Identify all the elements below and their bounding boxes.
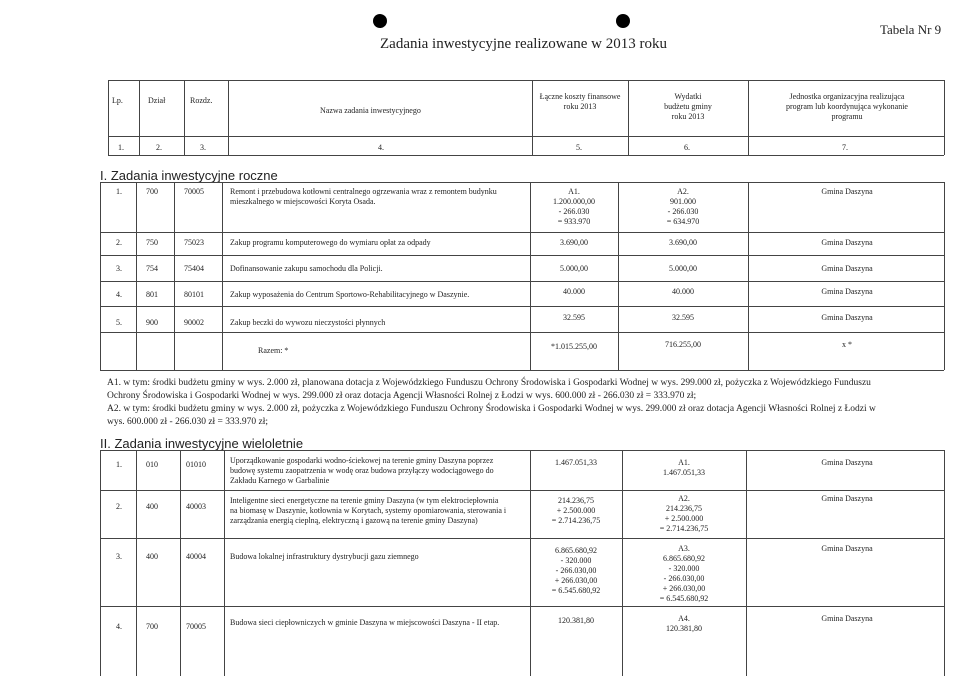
header-col-sep bbox=[228, 80, 229, 155]
cell-koszty: 1.467.051,33 bbox=[555, 458, 597, 467]
col-number: 1. bbox=[118, 143, 124, 152]
header-border-right bbox=[944, 80, 945, 155]
row-divider bbox=[100, 232, 944, 233]
razem-wydatki: 716.255,00 bbox=[665, 340, 701, 349]
col-number: 4. bbox=[378, 143, 384, 152]
col-sep bbox=[622, 450, 623, 676]
cell-lp: 4. bbox=[116, 622, 122, 631]
header-nazwa: Nazwa zadania inwestycyjnego bbox=[320, 106, 421, 115]
registration-dot-right bbox=[616, 14, 630, 28]
header-col-sep bbox=[184, 80, 185, 155]
row-divider bbox=[100, 332, 944, 333]
cell-nazwa: Budowa sieci ciepłowniczych w gminie Daszyna w miejscowości Daszyna - II etap. bbox=[230, 618, 500, 627]
cell-koszty: 32.595 bbox=[563, 313, 585, 322]
cell-koszty: 3.690,00 bbox=[560, 238, 588, 247]
cell-jednostka: Gmina Daszyna bbox=[821, 544, 873, 553]
col-sep bbox=[180, 450, 181, 676]
col-number: 2. bbox=[156, 143, 162, 152]
header-wydatki: Wydatki budżetu gminy roku 2013 bbox=[664, 92, 712, 121]
cell-lp: 4. bbox=[116, 290, 122, 299]
cell-wydatki: A2. 214.236,75 + 2.500.000 = 2.714.236,75 bbox=[659, 494, 709, 533]
col-sep bbox=[748, 182, 749, 370]
cell-koszty: 120.381,80 bbox=[558, 616, 594, 625]
row-divider bbox=[100, 538, 944, 539]
cell-lp: 2. bbox=[116, 238, 122, 247]
razem-jednostka: x * bbox=[842, 340, 852, 349]
header-koszty: Łączne koszty finansowe roku 2013 bbox=[539, 92, 621, 111]
col-sep bbox=[746, 450, 747, 676]
cell-jednostka: Gmina Daszyna bbox=[821, 458, 873, 467]
header-divider bbox=[108, 136, 944, 137]
cell-dzial: 400 bbox=[146, 552, 158, 561]
cell-wydatki: 3.690,00 bbox=[669, 238, 697, 247]
section-2-title: II. Zadania inwestycyjne wieloletnie bbox=[100, 436, 304, 451]
header-col-sep bbox=[139, 80, 140, 155]
cell-dzial: 900 bbox=[146, 318, 158, 327]
cell-jednostka: Gmina Daszyna bbox=[821, 264, 873, 273]
header-border-left bbox=[108, 80, 109, 155]
section-2-border-left bbox=[100, 450, 101, 676]
cell-dzial: 750 bbox=[146, 238, 158, 247]
cell-koszty: 5.000,00 bbox=[560, 264, 588, 273]
row-divider bbox=[100, 306, 944, 307]
header-lp: Lp. bbox=[112, 96, 123, 105]
cell-lp: 3. bbox=[116, 264, 122, 273]
cell-wydatki: A2. 901.000 - 266.030 = 634.970 bbox=[666, 187, 700, 226]
col-number: 3. bbox=[200, 143, 206, 152]
header-numbers-divider bbox=[108, 155, 944, 156]
page-title: Zadania inwestycyjne realizowane w 2013 roku bbox=[380, 36, 667, 52]
cell-rozdz: 80101 bbox=[184, 290, 204, 299]
cell-nazwa: Uporządkowanie gospodarki wodno-ściekowej na terenie gminy Daszyna poprzez budowę systemu zaopatrzenia w wodę oraz budowa przyłączy wodociągowego do Zakładu Karnego w Garbalinie bbox=[230, 456, 494, 485]
cell-lp: 1. bbox=[116, 460, 122, 469]
cell-jednostka: Gmina Daszyna bbox=[821, 287, 873, 296]
section-1-border-right bbox=[944, 182, 945, 370]
section-1-border-bottom bbox=[100, 370, 944, 371]
cell-dzial: 400 bbox=[146, 502, 158, 511]
cell-lp: 5. bbox=[116, 318, 122, 327]
row-divider bbox=[100, 490, 944, 491]
col-sep bbox=[136, 450, 137, 676]
col-sep bbox=[530, 450, 531, 676]
cell-jednostka: Gmina Daszyna bbox=[821, 313, 873, 322]
cell-wydatki: 40.000 bbox=[672, 287, 694, 296]
cell-jednostka: Gmina Daszyna bbox=[821, 494, 873, 503]
col-sep bbox=[174, 182, 175, 370]
header-rozdz: Rozdz. bbox=[190, 96, 213, 105]
section-2-border-top bbox=[100, 450, 944, 451]
col-number: 7. bbox=[842, 143, 848, 152]
footnote-line: A2. w tym: środki budżetu gminy w wys. 2.000 zł, pożyczka z Wojewódzkiego Funduszu Ochrony Środowiska i Gospodarki Wodnej w wys. 299.000 zł oraz dotacja Agencji Własności Rolnej z Łodzi w bbox=[107, 404, 876, 414]
cell-lp: 3. bbox=[116, 552, 122, 561]
section-2-border-right bbox=[944, 450, 945, 676]
cell-koszty: A1. 1.200.000,00 - 266.030 = 933.970 bbox=[553, 187, 595, 226]
razem-koszty: *1.015.255,00 bbox=[551, 342, 597, 351]
col-sep bbox=[618, 182, 619, 370]
cell-dzial: 700 bbox=[146, 622, 158, 631]
header-col-sep bbox=[532, 80, 533, 155]
section-1-border-top bbox=[100, 182, 944, 183]
col-sep bbox=[222, 182, 223, 370]
cell-rozdz: 90002 bbox=[184, 318, 204, 327]
cell-nazwa: Dofinansowanie zakupu samochodu dla Policji. bbox=[230, 264, 383, 273]
section-1-title: I. Zadania inwestycyjne roczne bbox=[100, 168, 278, 183]
footnote-line: wys. 600.000 zł - 266.030 zł = 333.970 zł; bbox=[107, 417, 269, 427]
header-jednostka: Jednostka organizacyjna realizująca program lub koordynująca wykonanie programu bbox=[786, 92, 908, 121]
cell-jednostka: Gmina Daszyna bbox=[821, 187, 873, 196]
section-1-border-left bbox=[100, 182, 101, 370]
cell-dzial: 700 bbox=[146, 187, 158, 196]
cell-nazwa: Zakup beczki do wywozu nieczystości płynnych bbox=[230, 318, 386, 327]
cell-wydatki: 5.000,00 bbox=[669, 264, 697, 273]
table-top-border bbox=[108, 80, 944, 81]
cell-lp: 2. bbox=[116, 502, 122, 511]
cell-koszty: 214.236,75 + 2.500.000 = 2.714.236,75 bbox=[551, 496, 601, 525]
row-divider bbox=[100, 606, 944, 607]
cell-rozdz: 40003 bbox=[186, 502, 206, 511]
cell-wydatki: A1. 1.467.051,33 bbox=[663, 458, 705, 477]
cell-koszty: 6.865.680,92 - 320.000 - 266.030,00 + 266.030,00 = 6.545.680,92 bbox=[551, 546, 601, 595]
cell-rozdz: 01010 bbox=[186, 460, 206, 469]
cell-wydatki: 32.595 bbox=[672, 313, 694, 322]
col-sep bbox=[136, 182, 137, 370]
cell-nazwa: Zakup wyposażenia do Centrum Sportowo-Rehabilitacyjnego w Daszynie. bbox=[230, 290, 470, 299]
cell-nazwa: Budowa lokalnej infrastruktury dystrybucji gazu ziemnego bbox=[230, 552, 419, 561]
cell-nazwa: Inteligentne sieci energetyczne na terenie gminy Daszyna (w tym elektrociepłownia na biomasę w Daszynie, kotłownia w Korytach, systemy opomiarowania, sterowania i zarządzania energią cieplną, elektryczną i gazową na terenie gminy Daszyna) bbox=[230, 496, 507, 525]
cell-dzial: 010 bbox=[146, 460, 158, 469]
cell-rozdz: 75023 bbox=[184, 238, 204, 247]
cell-jednostka: Gmina Daszyna bbox=[821, 238, 873, 247]
row-divider bbox=[100, 255, 944, 256]
cell-dzial: 754 bbox=[146, 264, 158, 273]
cell-rozdz: 70005 bbox=[184, 187, 204, 196]
cell-nazwa: Zakup programu komputerowego do wymiaru opłat za odpady bbox=[230, 238, 431, 247]
cell-koszty: 40.000 bbox=[563, 287, 585, 296]
col-number: 6. bbox=[684, 143, 690, 152]
cell-jednostka: Gmina Daszyna bbox=[821, 614, 873, 623]
razem-label: Razem: * bbox=[258, 346, 289, 355]
cell-nazwa: Remont i przebudowa kotłowni centralnego ogrzewania wraz z remontem budynku mieszkalnego w miejscowości Koryta Osada. bbox=[230, 187, 497, 206]
table-number: Tabela Nr 9 bbox=[880, 22, 942, 37]
cell-lp: 1. bbox=[116, 187, 122, 196]
cell-dzial: 801 bbox=[146, 290, 158, 299]
cell-rozdz: 70005 bbox=[186, 622, 206, 631]
cell-wydatki: A4. 120.381,80 bbox=[666, 614, 702, 633]
col-number: 5. bbox=[576, 143, 582, 152]
header-col-sep bbox=[748, 80, 749, 155]
cell-rozdz: 75404 bbox=[184, 264, 204, 273]
header-dzial: Dział bbox=[148, 96, 166, 105]
col-sep bbox=[224, 450, 225, 676]
footnote-line: A1. w tym: środki budżetu gminy w wys. 2.000 zł, planowana dotacja z Wojewódzkiego Funduszu Ochrony Środowiska i Gospodarki Wodnej w wys. 299.000 zł, pożyczka z Wojewódzkiego Funduszu bbox=[107, 378, 871, 388]
cell-wydatki: A3. 6.865.680,92 - 320.000 - 266.030,00 + 266.030,00 = 6.545.680,92 bbox=[659, 544, 709, 603]
row-divider bbox=[100, 281, 944, 282]
col-sep bbox=[530, 182, 531, 370]
header-col-sep bbox=[628, 80, 629, 155]
registration-dot-left bbox=[373, 14, 387, 28]
footnote-line: Ochrony Środowiska i Gospodarki Wodnej w wys. 299.000 zł oraz dotacja Agencji Własności Rolnej z Łodzi w wys. 600.000 zł - 266.030 zł = 333.970 zł; bbox=[107, 391, 697, 401]
cell-rozdz: 40004 bbox=[186, 552, 206, 561]
